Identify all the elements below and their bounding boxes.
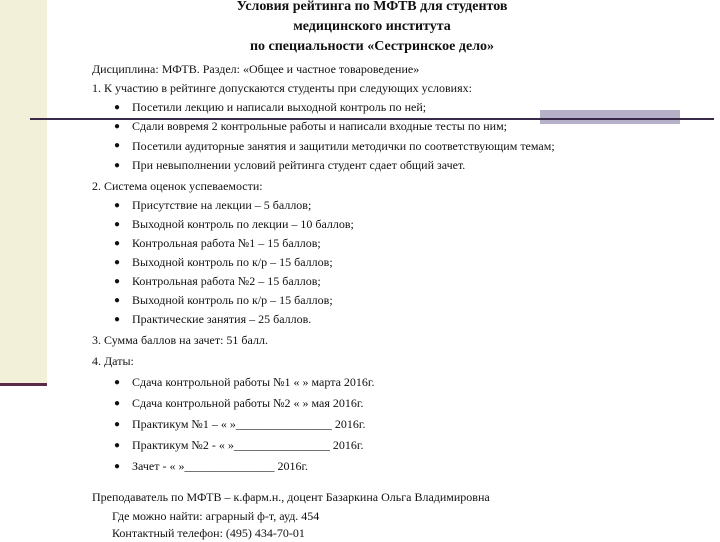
bullet-icon: ● bbox=[113, 200, 121, 211]
bullet-icon: ● bbox=[113, 238, 121, 249]
side-rule bbox=[0, 383, 47, 386]
bullet-icon: ● bbox=[113, 140, 121, 151]
section-3-heading: 3. Сумма баллов на зачет: 51 балл. bbox=[92, 333, 268, 347]
list-item: ● Контрольная работа №1 – 15 баллов; bbox=[113, 236, 321, 250]
section-4-list bbox=[92, 374, 712, 475]
title-line-1: Условия рейтинга по МФТВ для студентов bbox=[236, 0, 508, 14]
section-1-list bbox=[92, 99, 712, 174]
bullet-icon: ● bbox=[113, 461, 121, 472]
list-item: ● Практикум №2 - « »________________ 2016г. bbox=[113, 438, 364, 452]
document-title bbox=[92, 0, 652, 57]
bullet-icon: ● bbox=[113, 219, 121, 230]
bullet-icon: ● bbox=[113, 398, 121, 409]
list-item: ● Сдача контрольной работы №2 « » мая 2016г. bbox=[113, 396, 364, 410]
list-item: ● Посетили аудиторные занятия и защитили методички по соответствующим темам; bbox=[113, 139, 555, 153]
list-item: ● Выходной контроль по лекции – 10 баллов; bbox=[113, 217, 354, 231]
section-4-heading: 4. Даты: bbox=[92, 354, 134, 368]
list-item: ● Сдали вовремя 2 контрольные работы и написали входные тесты по ним; bbox=[113, 119, 508, 133]
list-item: ● Контрольная работа №2 – 15 баллов; bbox=[113, 274, 321, 288]
section-2-list bbox=[92, 197, 712, 328]
bullet-icon: ● bbox=[113, 419, 121, 430]
document-body bbox=[92, 0, 712, 542]
bullet-icon: ● bbox=[113, 440, 121, 451]
bullet-icon: ● bbox=[113, 276, 121, 287]
side-panel bbox=[0, 0, 47, 383]
list-item: ● Практические занятия – 25 баллов. bbox=[113, 312, 312, 326]
phone-line: Контактный телефон: (495) 434-70-01 bbox=[112, 526, 305, 540]
bullet-icon: ● bbox=[113, 121, 121, 132]
bullet-icon: ● bbox=[113, 102, 121, 113]
list-item: ● Посетили лекцию и написали выходной контроль по ней; bbox=[113, 100, 427, 114]
title-line-3: по специальности «Сестринское дело» bbox=[249, 39, 495, 54]
section-1-heading: 1. К участию в рейтинге допускаются студенты при следующих условиях: bbox=[92, 81, 472, 95]
list-item: ● Выходной контроль по к/р – 15 баллов; bbox=[113, 255, 333, 269]
list-item: ● Присутствие на лекции – 5 баллов; bbox=[113, 198, 312, 212]
list-item: ● Выходной контроль по к/р – 15 баллов; bbox=[113, 293, 333, 307]
list-item: ● Практикум №1 – « »________________ 2016г. bbox=[113, 417, 366, 431]
list-item: ● Сдача контрольной работы №1 « » марта 2016г. bbox=[113, 375, 375, 389]
bullet-icon: ● bbox=[113, 377, 121, 388]
location-line: Где можно найти: аграрный ф-т, ауд. 454 bbox=[112, 509, 320, 523]
bullet-icon: ● bbox=[113, 314, 121, 325]
bullet-icon: ● bbox=[113, 295, 121, 306]
list-item: ● При невыполнении условий рейтинга студент сдает общий зачет. bbox=[113, 158, 466, 172]
title-line-2: медицинского института bbox=[293, 19, 451, 34]
bullet-icon: ● bbox=[113, 160, 121, 171]
list-item: ● Зачет - « »_______________ 2016г. bbox=[113, 459, 309, 473]
discipline-line: Дисциплина: МФТВ. Раздел: «Общее и частное товароведение» bbox=[92, 62, 420, 76]
section-2-heading: 2. Система оценок успеваемости: bbox=[92, 179, 263, 193]
teacher-line: Преподаватель по МФТВ – к.фарм.н., доцент Базаркина Ольга Владимировна bbox=[92, 490, 490, 504]
bullet-icon: ● bbox=[113, 257, 121, 268]
